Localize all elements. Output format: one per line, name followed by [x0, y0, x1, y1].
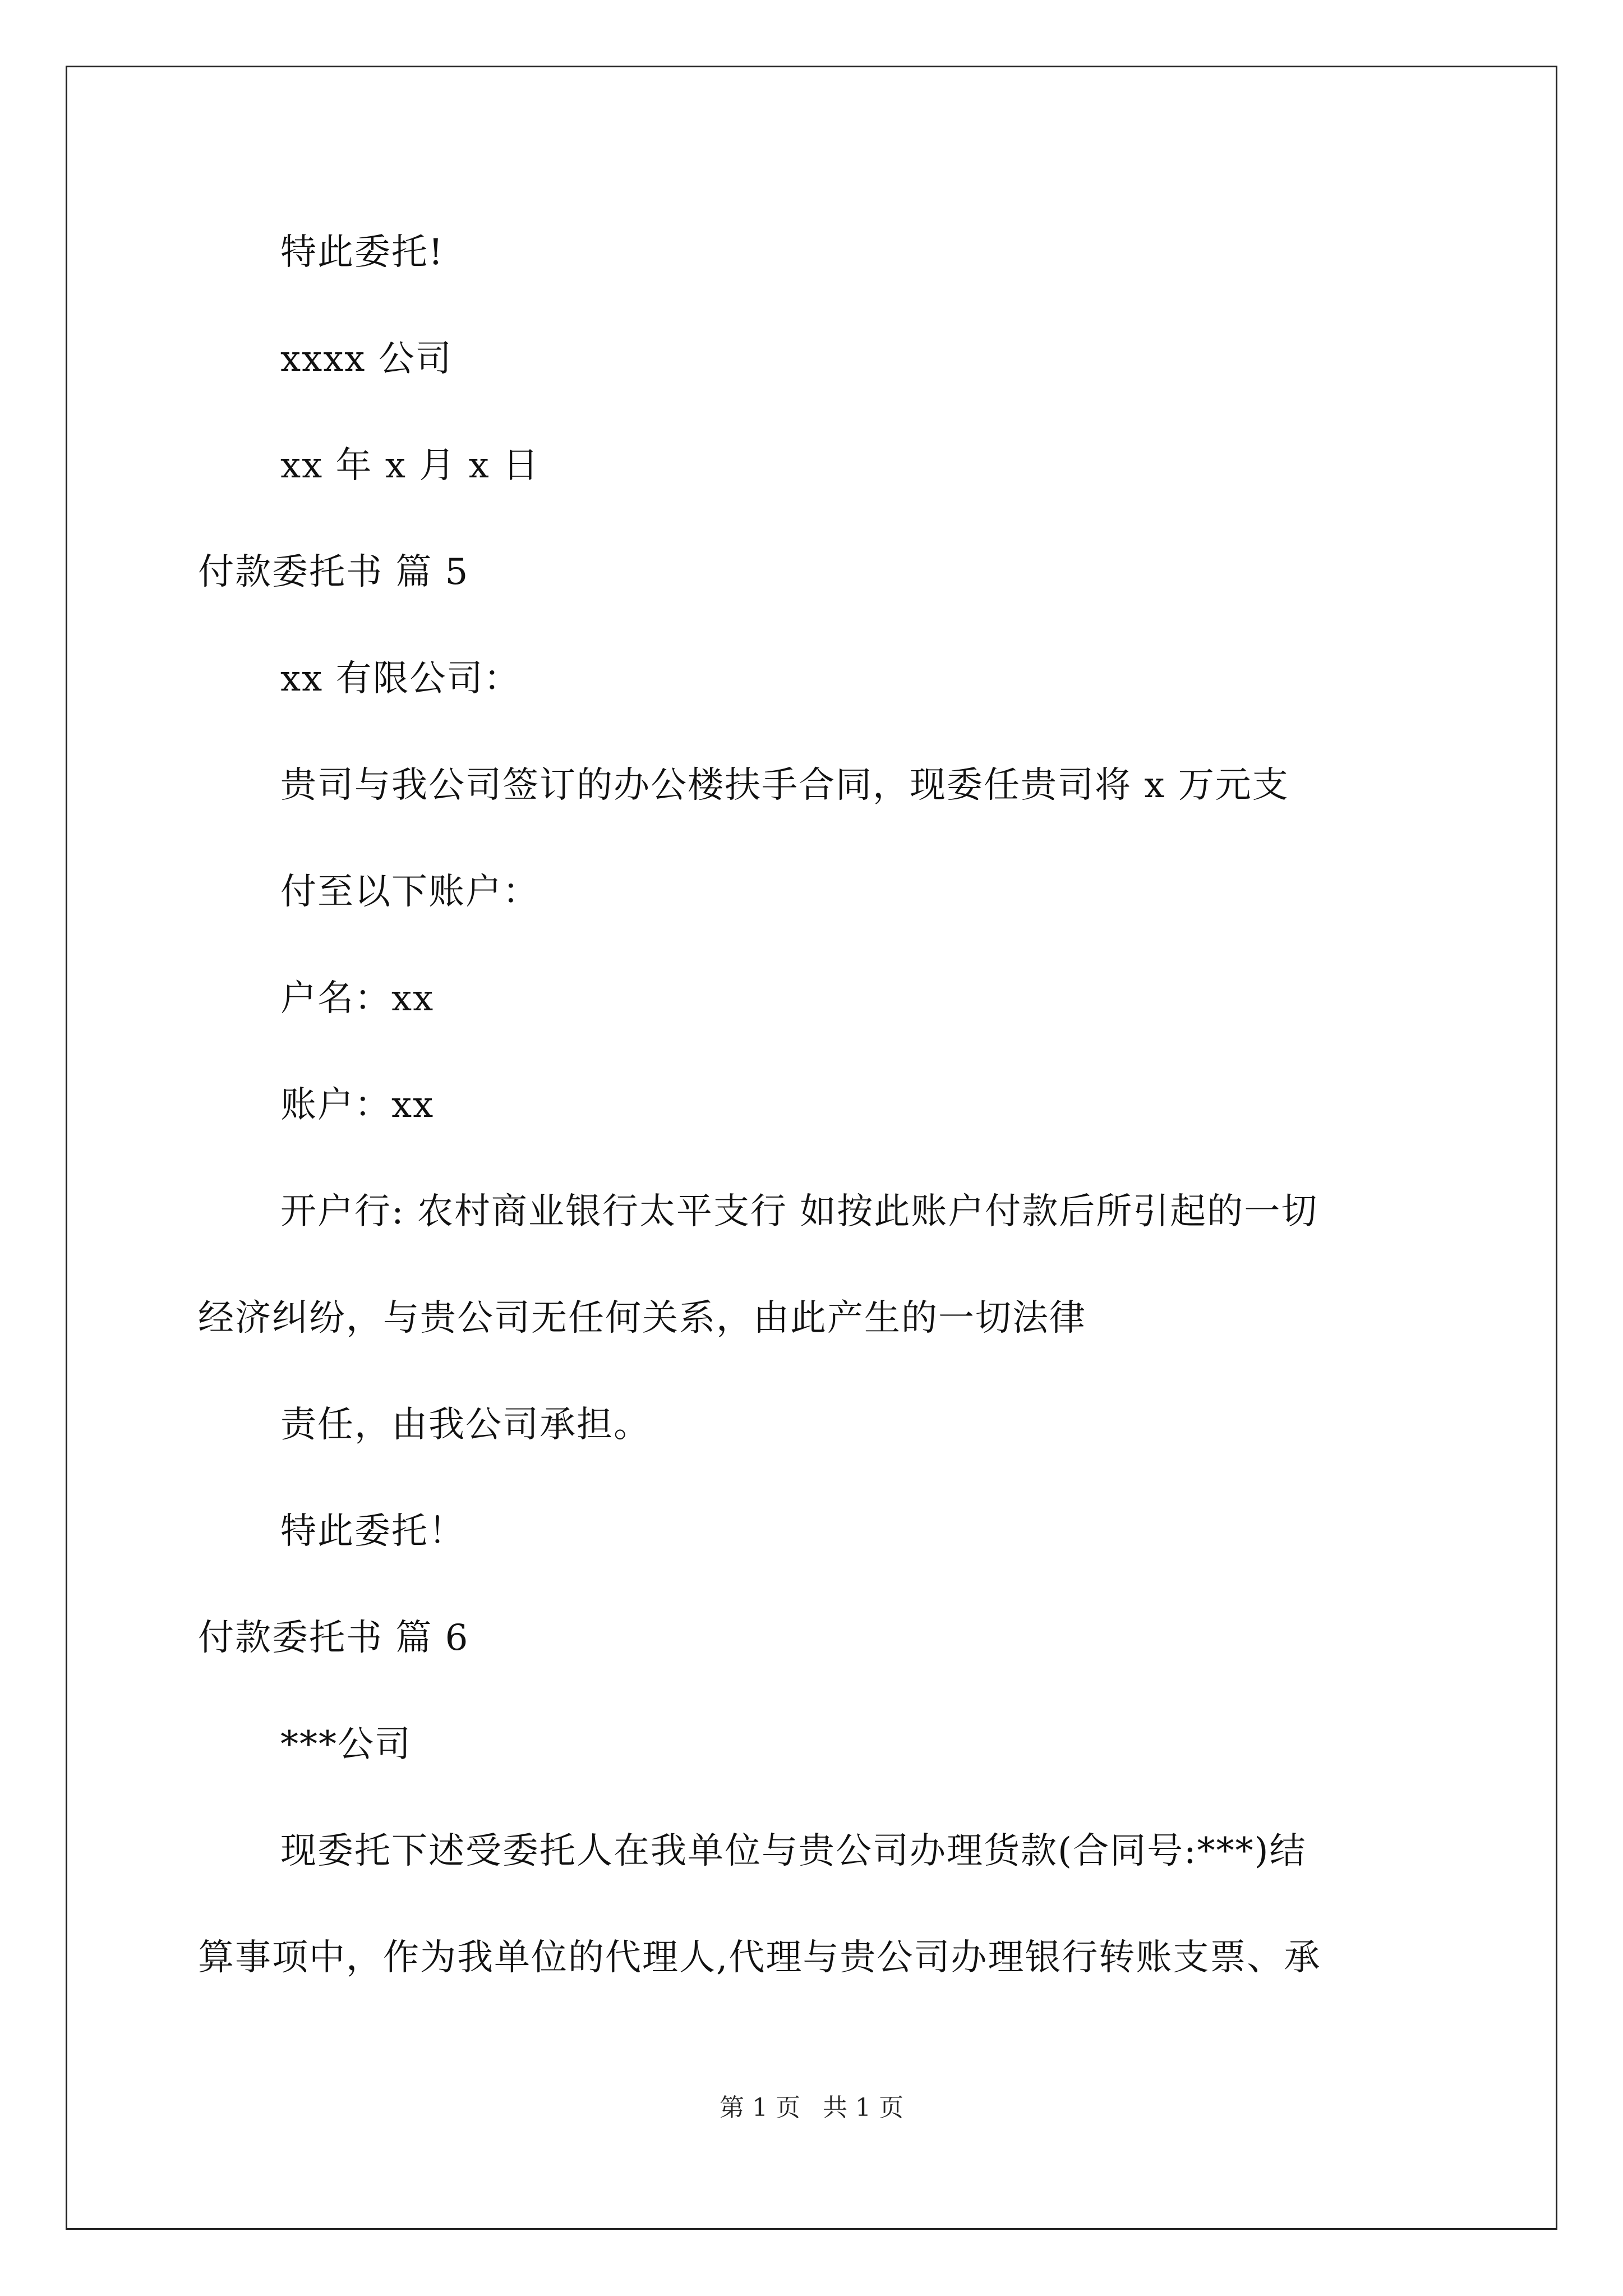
- closing-line: 特此委托！: [280, 1511, 465, 1552]
- section-heading: 付款委托书 篇 5: [198, 551, 469, 593]
- body-paragraph-line: 算事项中，作为我单位的代理人,代理与贵公司办理银行转账支票、承: [198, 1937, 1321, 1978]
- page-number: 第 1 页: [720, 2093, 800, 2122]
- body-paragraph-line: 经济纠纷，与贵公司无任何关系，由此产生的一切法律: [198, 1297, 1086, 1339]
- page-border: [66, 66, 1557, 2230]
- bank-line: 开户行: 农村商业银行太平支行 如按此账户付款后所引起的一切: [280, 1191, 1318, 1232]
- salutation: ***公司: [280, 1724, 412, 1765]
- body-paragraph-line: 付至以下账户：: [280, 871, 540, 913]
- company-signature: xxxx 公司: [280, 338, 453, 380]
- salutation: xx 有限公司：: [280, 658, 521, 700]
- closing-line: 特此委托!: [280, 232, 444, 273]
- page-total: 共 1 页: [823, 2093, 903, 2122]
- body-paragraph-line: 现委托下述受委托人在我单位与贵公司办理货款(合同号:***)结: [280, 1830, 1307, 1872]
- section-heading: 付款委托书 篇 6: [198, 1617, 469, 1659]
- body-paragraph-line: 责任，由我公司承担。: [280, 1404, 651, 1446]
- body-paragraph-line: 贵司与我公司签订的办公楼扶手合同，现委任贵司将 x 万元支: [280, 765, 1289, 806]
- date-line: xx 年 x 月 x 日: [280, 445, 540, 486]
- page-footer: [0, 2092, 1623, 2124]
- account-number-line: 账户：xx: [280, 1084, 435, 1126]
- account-name-line: 户名：xx: [280, 978, 435, 1019]
